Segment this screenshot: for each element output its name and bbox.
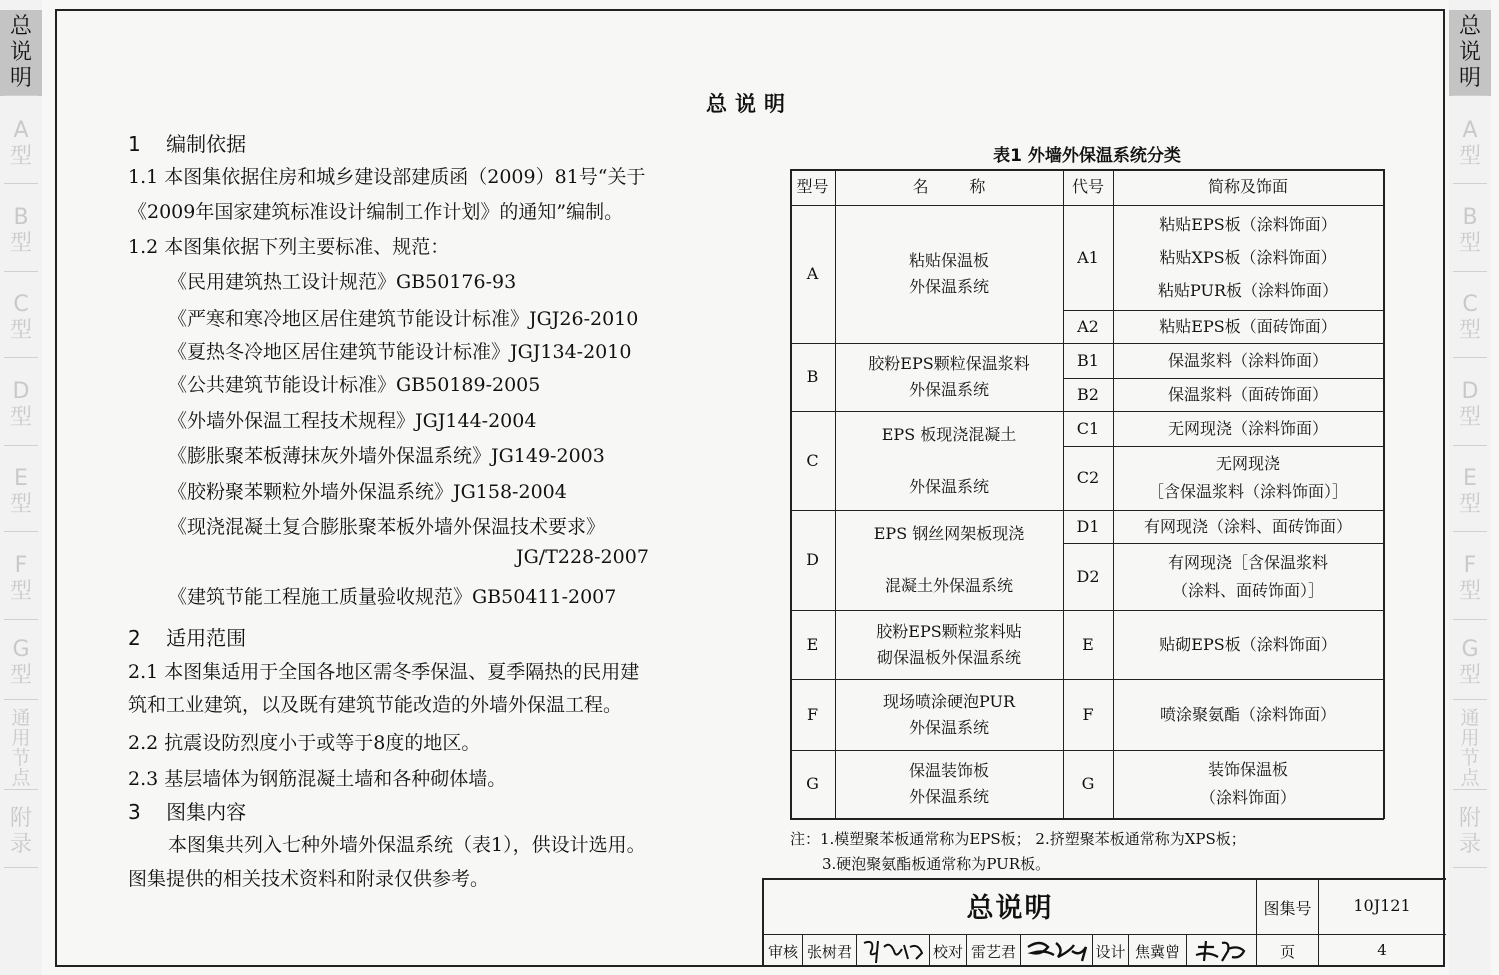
side-tab-0[interactable] — [1449, 10, 1491, 96]
type-name-line: 粘贴保温板 — [908, 251, 989, 270]
type-name-line: 外保温系统 — [908, 787, 989, 806]
sub-code-line: A1 — [1077, 247, 1099, 267]
type-name — [835, 610, 1063, 679]
type-name-line: 胶粉EPS颗粒保温浆料 — [868, 354, 1030, 373]
side-tab-char: 录 — [9, 832, 32, 857]
side-tab-char: 总 — [9, 14, 32, 39]
side-tab-char: 明 — [9, 66, 32, 91]
sub-desc-line: 粘贴EPS板（涂料饰面） — [1159, 215, 1337, 234]
side-tab-char: 节 — [11, 747, 31, 769]
sub-desc-line: 保温浆料（涂料饰面） — [1167, 350, 1328, 370]
side-tab-7[interactable] — [1449, 626, 1491, 700]
type-name-line: EPS 板现浇混凝土 — [881, 424, 1017, 444]
side-tab-char: 型 — [9, 492, 32, 517]
note-line-1: 注：1.模塑聚苯板通常称为EPS板； 2.挤塑聚苯板通常称为XPS板； — [790, 830, 1246, 848]
sub-desc — [1113, 378, 1383, 411]
check-signature — [1024, 937, 1090, 965]
review-signature — [860, 937, 926, 965]
side-tab-char: C — [1462, 292, 1478, 317]
side-tab-4[interactable] — [0, 364, 42, 446]
side-tab-char: 点 — [11, 767, 31, 789]
sub-code — [1063, 543, 1113, 610]
sub-code-line: B1 — [1077, 350, 1099, 370]
side-tab-char: 说 — [9, 40, 32, 65]
type-code-line: F — [806, 704, 819, 724]
sub-code-line: D1 — [1076, 516, 1100, 536]
sub-desc-line: （涂料饰面） — [1199, 788, 1296, 807]
sub-code — [1063, 750, 1113, 818]
side-tab-char: 节 — [1460, 747, 1480, 769]
type-name-line: 砌保温板外保温系统 — [876, 647, 1021, 667]
body-line: 《胶粉聚苯颗粒外墙外保温系统》JG158-2004 — [168, 481, 567, 503]
type-name — [835, 750, 1063, 818]
sub-code — [1063, 378, 1113, 411]
sub-desc-line: 保温浆料（面砖饰面） — [1167, 384, 1328, 404]
body-line: 1.1 本图集依据住房和城乡建设部建质函（2009）81号“关于 — [128, 166, 646, 188]
side-tab-char: 型 — [9, 579, 32, 604]
type-code — [790, 510, 835, 610]
side-tab-4[interactable] — [1449, 364, 1491, 446]
sub-desc-line: 粘贴XPS板（涂料饰面） — [1159, 248, 1337, 267]
sub-desc-line: 无网现浇 — [1215, 454, 1280, 473]
sub-desc — [1113, 679, 1383, 750]
side-tab-char: 用 — [1460, 727, 1480, 749]
atlas-number-label: 图集号 — [1263, 899, 1312, 918]
type-name-line: 外保温系统 — [908, 277, 989, 296]
side-tab-char: 型 — [9, 318, 32, 343]
section-heading: 1 编制依据 — [128, 132, 247, 156]
side-tab-char: 用 — [11, 727, 31, 749]
side-tab-char: 型 — [9, 405, 32, 430]
side-tab-char: 型 — [9, 231, 32, 256]
check-label: 校对 — [932, 943, 963, 961]
sub-desc-line: 粘贴PUR板（涂料饰面） — [1157, 281, 1339, 300]
side-tab-5[interactable] — [0, 452, 42, 532]
section-heading: 2 适用范围 — [128, 626, 247, 650]
page-label: 页 — [1279, 943, 1295, 961]
side-tab-char: C — [13, 292, 29, 317]
sub-code-line: F — [1082, 704, 1094, 724]
side-tab-8[interactable] — [1449, 706, 1491, 790]
type-code — [790, 411, 835, 510]
type-name-line: 混凝土外保温系统 — [884, 576, 1013, 595]
sub-code — [1063, 310, 1113, 343]
side-tab-char: E — [14, 466, 28, 491]
body-line: JG/T228-2007 — [516, 546, 649, 568]
type-name-line: 外保温系统 — [908, 476, 989, 496]
design-signature — [1192, 937, 1252, 965]
side-tab-3[interactable] — [1449, 278, 1491, 358]
sub-desc — [1113, 205, 1383, 310]
side-tab-8[interactable] — [0, 706, 42, 790]
side-tab-2[interactable] — [1449, 190, 1491, 272]
title-block-title: 总说明 — [966, 893, 1054, 924]
sub-desc — [1113, 610, 1383, 679]
side-tab-6[interactable] — [1449, 538, 1491, 620]
type-name-line: 外保温系统 — [908, 380, 989, 399]
sub-code — [1063, 679, 1113, 750]
side-tab-6[interactable] — [0, 538, 42, 620]
sub-desc-line: 装饰保温板 — [1207, 760, 1288, 779]
side-tab-char: B — [13, 205, 29, 230]
design-name: 焦冀曾 — [1134, 943, 1180, 961]
left-nav-tabs — [0, 0, 42, 975]
type-code-line: A — [806, 264, 819, 283]
type-code-line: B — [806, 367, 819, 386]
sub-code-line: G — [1081, 774, 1095, 793]
review-name: 张树君 — [806, 943, 852, 961]
side-tab-char: 型 — [1458, 144, 1481, 169]
note-line-2: 3.硬泡聚氨酯板通常称为PUR板。 — [822, 855, 1051, 873]
sub-code — [1063, 610, 1113, 679]
sub-code-line: C1 — [1076, 418, 1100, 438]
side-tab-char: 型 — [1458, 405, 1481, 430]
sub-desc-line: 有网现浇［含保温浆料 — [1167, 552, 1328, 572]
side-tab-char: 型 — [1458, 231, 1481, 256]
type-code — [790, 343, 835, 411]
type-name-line — [882, 448, 1017, 474]
sub-code-line: A2 — [1077, 316, 1099, 336]
type-name — [835, 343, 1063, 411]
type-name-line: 保温装饰板 — [908, 761, 989, 780]
review-label: 审核 — [767, 943, 798, 961]
type-name — [835, 679, 1063, 750]
side-tab-3[interactable] — [0, 278, 42, 358]
side-tab-9[interactable] — [0, 796, 42, 868]
body-line: 筑和工业建筑，以及既有建筑节能改造的外墙外保温工程。 — [128, 694, 623, 716]
side-tab-char: 型 — [1458, 579, 1481, 604]
table-header-cell: 型号 — [796, 177, 829, 196]
body-line: 2.2 抗震设防烈度小于或等于8度的地区。 — [128, 732, 481, 754]
side-tab-char: 型 — [9, 144, 32, 169]
side-tab-0[interactable] — [0, 10, 42, 96]
table-header-cell: 简称及饰面 — [1207, 177, 1288, 196]
side-tab-char: F — [1463, 553, 1477, 578]
sub-desc — [1113, 750, 1383, 818]
side-tab-char: F — [14, 553, 28, 578]
type-code — [790, 205, 835, 343]
type-name-line: 现场喷涂硬泡PUR — [882, 691, 1016, 711]
side-tab-char: 附 — [9, 806, 32, 831]
side-tab-char: G — [12, 637, 30, 662]
sub-code-line: C2 — [1076, 468, 1100, 487]
side-tab-char: A — [13, 118, 29, 143]
type-code — [790, 750, 835, 818]
type-code — [790, 679, 835, 750]
body-line: 《现浇混凝土复合膨胀聚苯板外墙外保温技术要求》 — [168, 516, 606, 538]
side-tab-char: 通 — [1460, 707, 1480, 729]
body-line: 《公共建筑节能设计标准》GB50189-2005 — [168, 374, 541, 396]
sub-code — [1063, 343, 1113, 378]
body-line: 《民用建筑热工设计规范》GB50176-93 — [168, 271, 517, 293]
sub-desc — [1113, 411, 1383, 446]
body-line: 2.3 基层墙体为钢筋混凝土墙和各种砌体墙。 — [128, 768, 507, 790]
type-code-line: G — [806, 774, 819, 793]
body-line: 《建筑节能工程施工质量验收规范》GB50411-2007 — [168, 586, 617, 608]
side-tab-char: E — [1463, 466, 1477, 491]
sub-desc — [1113, 510, 1383, 543]
sub-code — [1063, 446, 1113, 510]
design-label: 设计 — [1095, 943, 1126, 961]
sub-code — [1063, 205, 1113, 310]
side-tab-char: 附 — [1458, 806, 1481, 831]
sub-code-line: E — [1082, 634, 1094, 654]
body-line: 本图集共列入七种外墙外保温系统（表1），供设计选用。 — [168, 834, 646, 856]
side-tab-char: 型 — [9, 663, 32, 688]
body-line: 《严寒和寒冷地区居住建筑节能设计标准》JGJ26-2010 — [168, 308, 639, 330]
sub-desc-line: 粘贴EPS板（面砖饰面） — [1159, 316, 1337, 336]
sub-desc — [1113, 343, 1383, 378]
sub-desc-line: 喷涂聚氨酯（涂料饰面） — [1159, 704, 1336, 724]
body-line: 《2009年国家建筑标准设计编制工作计划》的通知”编制。 — [128, 201, 624, 223]
type-code — [790, 610, 835, 679]
side-tab-char: 录 — [1458, 832, 1481, 857]
sub-desc-line: 无网现浇（涂料饰面） — [1167, 418, 1328, 438]
type-name — [835, 510, 1063, 610]
side-tab-char: D — [12, 379, 30, 404]
sub-desc-line: 有网现浇（涂料、面砖饰面） — [1143, 516, 1352, 536]
sub-code — [1063, 510, 1113, 543]
page-title: 总说明 — [706, 92, 793, 116]
side-tab-char: 型 — [1458, 318, 1481, 343]
side-tab-char: 通 — [11, 707, 31, 729]
type-code-line: E — [806, 634, 819, 654]
sub-desc-line: ［含保温浆料（涂料饰面）］ — [1147, 482, 1348, 501]
body-line: 1.2 本图集依据下列主要标准、规范： — [128, 236, 450, 258]
side-tab-2[interactable] — [0, 190, 42, 272]
body-line: 2.1 本图集适用于全国各地区需冬季保温、夏季隔热的民用建 — [128, 661, 640, 683]
side-tab-char: 点 — [1460, 767, 1480, 789]
body-line: 图集提供的相关技术资料和附录仅供参考。 — [128, 868, 490, 890]
side-tab-char: 型 — [1458, 492, 1481, 517]
side-tab-char: B — [1462, 205, 1478, 230]
table-header-cell: 名 称 — [912, 177, 986, 196]
sub-code — [1063, 411, 1113, 446]
side-tab-char: G — [1461, 637, 1479, 662]
side-tab-char: A — [1462, 118, 1478, 143]
side-tab-char: 型 — [1458, 663, 1481, 688]
type-name-line — [874, 547, 1025, 573]
check-name: 雷艺君 — [970, 943, 1016, 961]
side-tab-5[interactable] — [1449, 452, 1491, 532]
section-heading: 3 图集内容 — [128, 800, 247, 824]
sub-desc-line: 贴砌EPS板（涂料饰面） — [1159, 634, 1337, 654]
atlas-number: 10J121 — [1353, 896, 1411, 915]
type-code-line: D — [806, 550, 819, 569]
sub-code-line: D2 — [1076, 566, 1100, 586]
side-tab-7[interactable] — [0, 626, 42, 700]
side-tab-char: D — [1461, 379, 1479, 404]
type-name — [835, 411, 1063, 510]
page-number: 4 — [1377, 941, 1387, 959]
side-tab-char: 说 — [1458, 40, 1481, 65]
table-caption: 表1 外墙外保温系统分类 — [993, 146, 1181, 166]
sub-desc-line: （涂料、面砖饰面）］ — [1171, 580, 1324, 600]
body-line: 《外墙外保温工程技术规程》JGJ144-2004 — [168, 410, 537, 432]
side-tab-9[interactable] — [1449, 796, 1491, 868]
type-code-line: C — [806, 450, 819, 470]
side-tab-char: 总 — [1458, 14, 1481, 39]
type-name-line: 胶粉EPS颗粒浆料贴 — [876, 621, 1022, 641]
body-line: 《夏热冬冷地区居住建筑节能设计标准》JGJ134-2010 — [168, 341, 632, 363]
sub-desc — [1113, 446, 1383, 510]
table-header-cell: 代号 — [1071, 177, 1104, 196]
sub-desc — [1113, 310, 1383, 343]
body-line: 《膨胀聚苯板薄抹灰外墙外保温系统》JG149-2003 — [168, 445, 605, 467]
type-name — [835, 205, 1063, 343]
sub-desc — [1113, 543, 1383, 610]
right-nav-tabs — [1449, 0, 1491, 975]
side-tab-char: 明 — [1458, 66, 1481, 91]
sub-code-line: B2 — [1077, 384, 1099, 404]
type-name-line: EPS 钢丝网架板现浇 — [873, 524, 1025, 543]
type-name-line: 外保温系统 — [908, 717, 989, 737]
